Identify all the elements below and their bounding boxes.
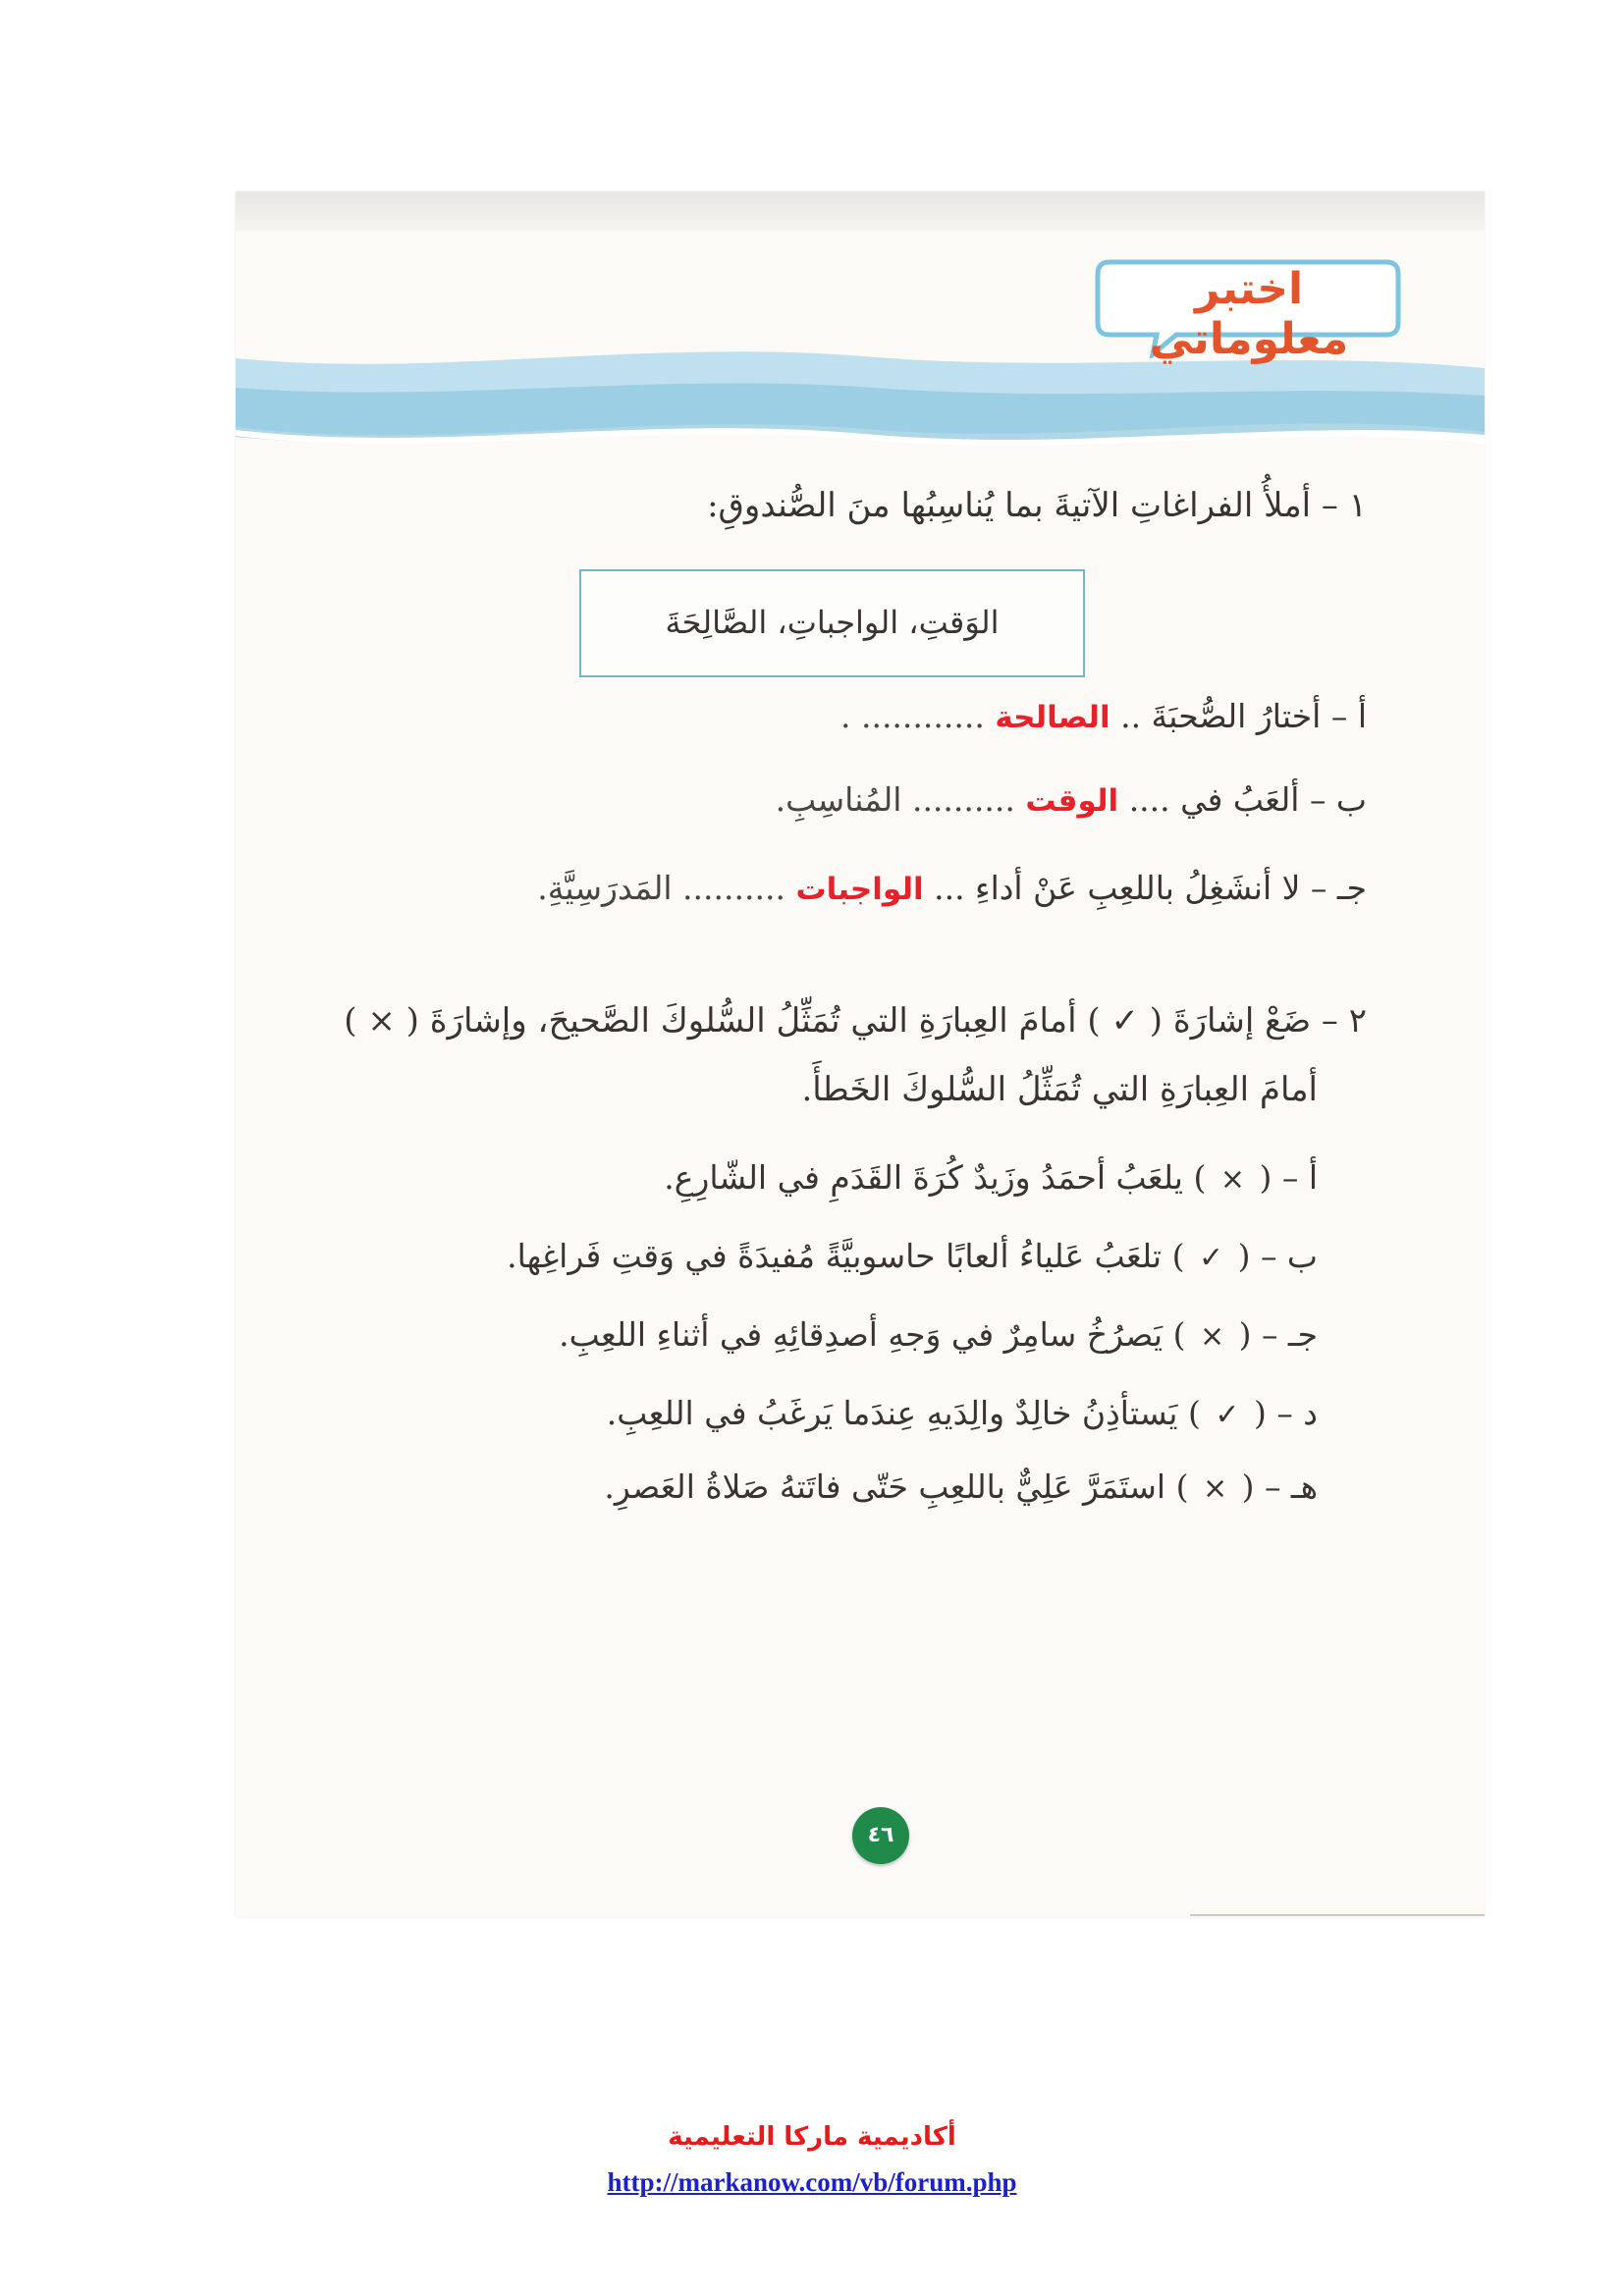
fill-item: [537, 869, 1367, 907]
fill-item-suffix: .......... المَدرَسِيَّةِ.: [537, 869, 785, 907]
statement-text: يَصرُخُ سامِرٌ في وَجهِ أصدِقائِهِ في أثناءِ اللعِبِ.: [559, 1315, 1164, 1354]
question-2-title-line-1: ٢ – ضَعْ إشارَةَ ( ✓ ) أمامَ العِبارَةِ التي تُمَثِّلُ السُّلوكَ الصَّحيحَ، وإشارَةَ ( × ): [344, 1001, 1367, 1041]
fill-item-answer: الواجبات: [795, 872, 924, 907]
statement-letter: د –: [1276, 1394, 1318, 1432]
fill-item-suffix: ............ .: [839, 697, 985, 735]
cross-mark-icon: ×: [1202, 1471, 1228, 1506]
statement-item: جـ – ( × ) يَصرُخُ سامِرٌ في وَجهِ أصدِقائِهِ في أثناءِ اللعِبِ.: [559, 1315, 1318, 1354]
statement-letter: ب –: [1260, 1237, 1318, 1275]
fill-item: [776, 780, 1367, 819]
statement-letter: جـ –: [1261, 1315, 1318, 1354]
statement-text: يَستأذِنُ خالِدٌ والِدَيهِ عِندَما يَرغَبُ في اللعِبِ.: [606, 1394, 1178, 1432]
fill-item-answer: الصالحة: [995, 700, 1110, 735]
question-1-title: ١ – أملأُ الفراغاتِ الآتيةَ بما يُناسِبُها منَ الصُّندوقِ:: [707, 486, 1367, 525]
fill-item-prefix: أ – أختارُ الصُّحبَةَ ..: [1120, 697, 1367, 735]
fill-item: [840, 697, 1367, 735]
section-banner: [1092, 250, 1406, 364]
fill-item-prefix: ب – ألعَبُ في ....: [1128, 780, 1367, 819]
statement-letter: أ –: [1281, 1158, 1318, 1197]
statement-text: استَمَرَّ عَلِيٌّ باللعِبِ حَتّى فاتَتهُ صَلاةُ العَصرِ.: [604, 1468, 1166, 1506]
scanned-page: [236, 191, 1485, 1917]
fill-item-suffix: .......... المُناسِبِ.: [775, 780, 1015, 819]
check-mark-icon: ✓: [1198, 1241, 1224, 1275]
statement-text: تلعَبُ عَلياءُ ألعابًا حاسوبيَّةً مُفيدَةً في وَقتِ فَراغِها.: [507, 1237, 1163, 1275]
footer-url-link[interactable]: http://markanow.com/vb/forum.php: [607, 2167, 1017, 2197]
scan-edge-line: [1190, 1914, 1485, 1916]
question-2-title-line-2: أمامَ العِبارَةِ التي تُمَثِّلُ السُّلوكَ الخَطأَ.: [801, 1070, 1318, 1109]
word-bank-box: [579, 569, 1085, 677]
page-number-badge: ٤٦: [852, 1807, 909, 1864]
statement-letter: هـ –: [1264, 1468, 1318, 1506]
fill-item-answer: الوقت: [1025, 783, 1119, 819]
statement-item: ب – ( ✓ ) تلعَبُ عَلياءُ ألعابًا حاسوبيَّةً مُفيدَةً في وَقتِ فَراغِها.: [507, 1237, 1318, 1275]
statement-item: د – ( ✓ ) يَستأذِنُ خالِدٌ والِدَيهِ عِندَما يَرغَبُ في اللعِبِ.: [606, 1394, 1318, 1432]
page-title: اختبر معلوماتي: [1149, 264, 1349, 364]
statement-text: يلعَبُ أحمَدُ وزَيدٌ كُرَةَ القَدَمِ في الشّارِعِ.: [664, 1158, 1183, 1197]
cross-mark-icon: ×: [1219, 1162, 1245, 1197]
scan-top-shade: [236, 191, 1485, 231]
word-bank-text: الوَقتِ، الواجباتِ، الصَّالِحَةَ: [665, 604, 1000, 641]
check-mark-icon: ✓: [1215, 1398, 1240, 1432]
footer-site-name: أكاديمية ماركا التعليمية: [668, 2122, 956, 2152]
statement-item: أ – ( × ) يلعَبُ أحمَدُ وزَيدٌ كُرَةَ القَدَمِ في الشّارِعِ.: [664, 1158, 1318, 1197]
statement-item: هـ – ( × ) استَمَرَّ عَلِيٌّ باللعِبِ حَتّى فاتَتهُ صَلاةُ العَصرِ.: [604, 1468, 1318, 1506]
cross-mark-icon: ×: [1199, 1319, 1225, 1354]
fill-item-prefix: جـ – لا أنشَغِلُ باللعِبِ عَنْ أداءِ ...: [934, 869, 1367, 907]
